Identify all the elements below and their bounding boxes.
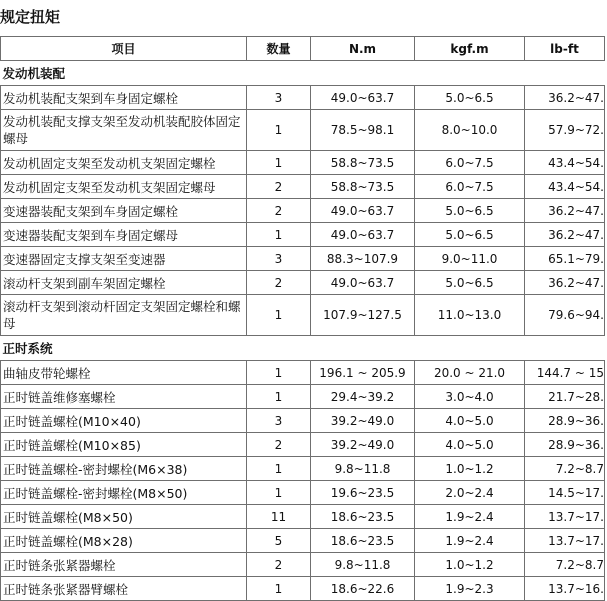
kgfm-cell: 1.9~2.4 bbox=[415, 529, 525, 553]
qty-cell: 2 bbox=[247, 433, 311, 457]
table-row bbox=[1, 175, 605, 199]
table-row bbox=[1, 271, 605, 295]
qty-cell: 1 bbox=[247, 295, 311, 336]
table-row bbox=[1, 151, 605, 175]
torque-table-container bbox=[0, 36, 605, 601]
table-row bbox=[1, 409, 605, 433]
section-header-row bbox=[1, 61, 605, 86]
table-row bbox=[1, 223, 605, 247]
lbft-cell: 21.7~28. bbox=[525, 385, 605, 409]
item-cell: 曲轴皮带轮螺栓 bbox=[1, 361, 247, 385]
nm-cell: 196.1 ~ 205.9 bbox=[311, 361, 415, 385]
item-cell: 变速器装配支架到车身固定螺栓 bbox=[1, 199, 247, 223]
table-row bbox=[1, 385, 605, 409]
qty-cell: 1 bbox=[247, 385, 311, 409]
lbft-cell: 79.6~94. bbox=[525, 295, 605, 336]
kgfm-cell: 3.0~4.0 bbox=[415, 385, 525, 409]
kgfm-cell: 1.0~1.2 bbox=[415, 457, 525, 481]
lbft-cell: 43.4~54. bbox=[525, 151, 605, 175]
nm-cell: 9.8~11.8 bbox=[311, 457, 415, 481]
qty-cell: 1 bbox=[247, 223, 311, 247]
lbft-cell: 13.7~17. bbox=[525, 529, 605, 553]
table-row bbox=[1, 481, 605, 505]
nm-cell: 49.0~63.7 bbox=[311, 86, 415, 110]
nm-cell: 18.6~23.5 bbox=[311, 529, 415, 553]
kgfm-cell: 1.0~1.2 bbox=[415, 553, 525, 577]
table-row bbox=[1, 110, 605, 151]
qty-cell: 2 bbox=[247, 271, 311, 295]
nm-cell: 49.0~63.7 bbox=[311, 199, 415, 223]
item-cell: 滚动杆支架到滚动杆固定支架固定螺栓和螺母 bbox=[1, 295, 247, 336]
table-row bbox=[1, 247, 605, 271]
qty-cell: 1 bbox=[247, 110, 311, 151]
qty-cell: 11 bbox=[247, 505, 311, 529]
nm-cell: 107.9~127.5 bbox=[311, 295, 415, 336]
item-cell: 正时链盖螺栓-密封螺栓(M6×38) bbox=[1, 457, 247, 481]
item-cell: 发动机装配支架到车身固定螺栓 bbox=[1, 86, 247, 110]
kgfm-cell: 4.0~5.0 bbox=[415, 433, 525, 457]
kgfm-cell: 5.0~6.5 bbox=[415, 223, 525, 247]
item-cell: 正时链盖螺栓(M10×40) bbox=[1, 409, 247, 433]
lbft-cell: 43.4~54. bbox=[525, 175, 605, 199]
table-row bbox=[1, 577, 605, 601]
section-label: 发动机装配 bbox=[1, 61, 605, 86]
kgfm-cell: 5.0~6.5 bbox=[415, 199, 525, 223]
column-header-qty: 数量 bbox=[247, 37, 311, 61]
nm-cell: 58.8~73.5 bbox=[311, 151, 415, 175]
kgfm-cell: 5.0~6.5 bbox=[415, 271, 525, 295]
kgfm-cell: 8.0~10.0 bbox=[415, 110, 525, 151]
kgfm-cell: 4.0~5.0 bbox=[415, 409, 525, 433]
qty-cell: 3 bbox=[247, 409, 311, 433]
qty-cell: 3 bbox=[247, 247, 311, 271]
nm-cell: 18.6~23.5 bbox=[311, 505, 415, 529]
item-cell: 正时链盖螺栓(M10×85) bbox=[1, 433, 247, 457]
item-cell: 变速器固定支撑支架至变速器 bbox=[1, 247, 247, 271]
qty-cell: 2 bbox=[247, 199, 311, 223]
nm-cell: 9.8~11.8 bbox=[311, 553, 415, 577]
nm-cell: 19.6~23.5 bbox=[311, 481, 415, 505]
lbft-cell: 7.2~8.7 bbox=[525, 457, 605, 481]
table-row bbox=[1, 361, 605, 385]
torque-table bbox=[0, 36, 605, 601]
lbft-cell: 28.9~36. bbox=[525, 409, 605, 433]
lbft-cell: 144.7 ~ 15 bbox=[525, 361, 605, 385]
nm-cell: 58.8~73.5 bbox=[311, 175, 415, 199]
table-row bbox=[1, 433, 605, 457]
qty-cell: 5 bbox=[247, 529, 311, 553]
table-row bbox=[1, 86, 605, 110]
table-row bbox=[1, 553, 605, 577]
table-row bbox=[1, 199, 605, 223]
qty-cell: 1 bbox=[247, 457, 311, 481]
qty-cell: 2 bbox=[247, 175, 311, 199]
nm-cell: 88.3~107.9 bbox=[311, 247, 415, 271]
kgfm-cell: 11.0~13.0 bbox=[415, 295, 525, 336]
lbft-cell: 57.9~72. bbox=[525, 110, 605, 151]
table-row bbox=[1, 529, 605, 553]
qty-cell: 1 bbox=[247, 361, 311, 385]
lbft-cell: 36.2~47. bbox=[525, 223, 605, 247]
section-header-row bbox=[1, 336, 605, 361]
kgfm-cell: 2.0~2.4 bbox=[415, 481, 525, 505]
kgfm-cell: 6.0~7.5 bbox=[415, 175, 525, 199]
item-cell: 发动机固定支架至发动机支架固定螺栓 bbox=[1, 151, 247, 175]
nm-cell: 18.6~22.6 bbox=[311, 577, 415, 601]
nm-cell: 78.5~98.1 bbox=[311, 110, 415, 151]
column-header-item: 项目 bbox=[1, 37, 247, 61]
section-label: 正时系统 bbox=[1, 336, 605, 361]
item-cell: 变速器装配支架到车身固定螺母 bbox=[1, 223, 247, 247]
table-row bbox=[1, 295, 605, 336]
qty-cell: 3 bbox=[247, 86, 311, 110]
item-cell: 正时链盖螺栓-密封螺栓(M8×50) bbox=[1, 481, 247, 505]
item-cell: 发动机装配支撑支架至发动机装配胶体固定螺母 bbox=[1, 110, 247, 151]
page-title: 规定扭矩 bbox=[0, 8, 61, 26]
column-header-kgfm: kgf.m bbox=[415, 37, 525, 61]
lbft-cell: 36.2~47. bbox=[525, 271, 605, 295]
table-body bbox=[1, 61, 605, 601]
lbft-cell: 65.1~79. bbox=[525, 247, 605, 271]
kgfm-cell: 20.0 ~ 21.0 bbox=[415, 361, 525, 385]
kgfm-cell: 9.0~11.0 bbox=[415, 247, 525, 271]
lbft-cell: 36.2~47. bbox=[525, 86, 605, 110]
nm-cell: 49.0~63.7 bbox=[311, 271, 415, 295]
item-cell: 正时链盖螺栓(M8×28) bbox=[1, 529, 247, 553]
table-header-row bbox=[1, 37, 605, 61]
qty-cell: 1 bbox=[247, 151, 311, 175]
nm-cell: 39.2~49.0 bbox=[311, 433, 415, 457]
qty-cell: 1 bbox=[247, 577, 311, 601]
column-header-nm: N.m bbox=[311, 37, 415, 61]
qty-cell: 2 bbox=[247, 553, 311, 577]
item-cell: 正时链盖维修塞螺栓 bbox=[1, 385, 247, 409]
item-cell: 发动机固定支架至发动机支架固定螺母 bbox=[1, 175, 247, 199]
kgfm-cell: 1.9~2.3 bbox=[415, 577, 525, 601]
lbft-cell: 14.5~17. bbox=[525, 481, 605, 505]
nm-cell: 29.4~39.2 bbox=[311, 385, 415, 409]
qty-cell: 1 bbox=[247, 481, 311, 505]
item-cell: 正时链条张紧器螺栓 bbox=[1, 553, 247, 577]
kgfm-cell: 6.0~7.5 bbox=[415, 151, 525, 175]
lbft-cell: 28.9~36. bbox=[525, 433, 605, 457]
item-cell: 滚动杆支架到副车架固定螺栓 bbox=[1, 271, 247, 295]
table-row bbox=[1, 505, 605, 529]
kgfm-cell: 1.9~2.4 bbox=[415, 505, 525, 529]
item-cell: 正时链条张紧器臂螺栓 bbox=[1, 577, 247, 601]
lbft-cell: 7.2~8.7 bbox=[525, 553, 605, 577]
kgfm-cell: 5.0~6.5 bbox=[415, 86, 525, 110]
nm-cell: 39.2~49.0 bbox=[311, 409, 415, 433]
column-header-lbft: lb-ft bbox=[525, 37, 605, 61]
table-row bbox=[1, 457, 605, 481]
lbft-cell: 36.2~47. bbox=[525, 199, 605, 223]
item-cell: 正时链盖螺栓(M8×50) bbox=[1, 505, 247, 529]
lbft-cell: 13.7~16. bbox=[525, 577, 605, 601]
nm-cell: 49.0~63.7 bbox=[311, 223, 415, 247]
lbft-cell: 13.7~17. bbox=[525, 505, 605, 529]
